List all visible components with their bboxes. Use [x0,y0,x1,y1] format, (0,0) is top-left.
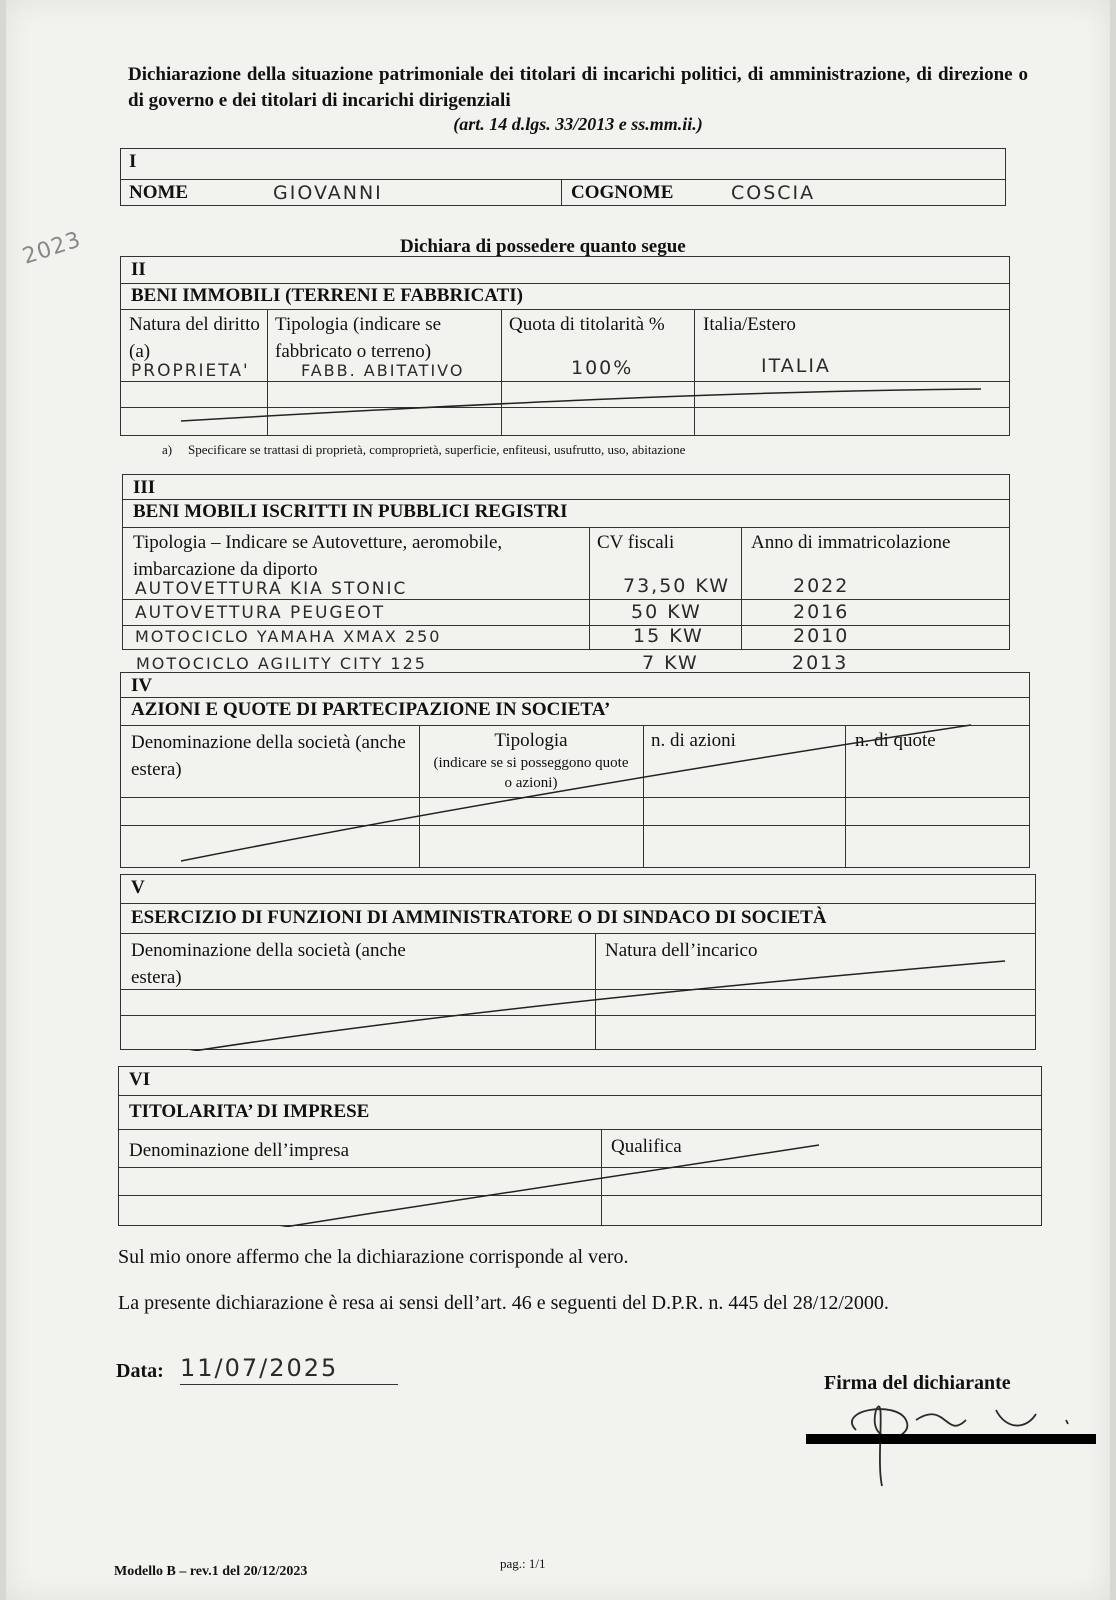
document-subtitle: (art. 14 d.lgs. 33/2013 e ss.mm.ii.) [453,114,703,134]
col-quota-header: Quota di titolarità % [509,314,665,335]
section-6-table [118,1066,1042,1226]
nome-label: NOME [129,182,189,203]
model-reference: Modello B – rev.1 del 20/12/2023 [114,1564,308,1579]
col-tipologia-title: Tipologia [494,730,568,751]
footnote-mark: a) [162,442,173,457]
nome-value: GIOVANNI [273,182,383,204]
col-impresa-header: Denominazione dell’impresa [129,1140,350,1161]
margin-note: 2023 [19,227,85,270]
signature-label: Firma del dichiarante [824,1372,1011,1394]
immobile-natura: PROPRIETA' [131,361,250,381]
mobile-row-4-cv: 7 KW [642,652,699,674]
immobile-paese: ITALIA [761,355,831,377]
mobile-row-1-anno: 2022 [793,575,850,597]
immobile-tipologia: FABB. ABITATIVO [301,361,465,380]
document-title: Dichiarazione della situazione patrimoniale dei titolari di incarichi politici, di amministrazione, di direzione o di governo e dei titolari di incarichi dirigenziali [128,64,1028,111]
page-number: pag.: 1/1 [500,1556,546,1571]
cognome-value: COSCIA [731,182,816,204]
section-6-roman: VI [129,1069,151,1090]
footnote: Specificare se trattasi di proprietà, comproprietà, superficie, enfiteusi, usufrutto, uso, abitazione [188,442,686,457]
mobile-row-1-cv: 73,50 KW [623,575,731,597]
col-azioni-header: n. di azioni [651,730,736,751]
section-2-heading: BENI IMMOBILI (TERRENI E FABBRICATI) [131,285,524,306]
section-3-roman: III [133,477,156,498]
section-2-table [120,256,1010,436]
document-page [6,0,1110,1600]
section-2-roman: II [131,259,146,280]
col-societa-v-header: Denominazione della società (anche estera) [131,940,406,988]
col-cv-header: CV fiscali [597,532,675,553]
mobile-row-2-anno: 2016 [793,601,850,623]
mobile-row-4-anno: 2013 [792,652,849,674]
legal-statement: La presente dichiarazione è resa ai sensi dell’art. 46 e seguenti del D.P.R. n. 445 del 28/12/2000. [118,1292,889,1314]
col-societa-header: Denominazione della società (anche estera) [131,732,406,780]
section-6-heading: TITOLARITA’ DI IMPRESE [129,1101,370,1122]
col-anno-header: Anno di immatricolazione [751,532,951,553]
mobile-row-2-tipo: AUTOVETTURA PEUGEOT [135,603,386,623]
col-quote-header: n. di quote [855,730,936,751]
cognome-label: COGNOME [571,182,674,203]
section-3-table [122,474,1010,650]
mobile-row-2-cv: 50 KW [631,601,702,623]
col-qualifica-header: Qualifica [611,1136,682,1157]
section-5-roman: V [131,877,145,898]
col-tipologia-note: (indicare se si posseggono quote o azioni) [433,755,629,791]
date-label: Data: [116,1360,164,1382]
col-natura-header: Natura del diritto (a) [129,314,260,362]
section-1-table [120,148,1006,206]
section-5-table [120,874,1036,1050]
mobile-row-3-cv: 15 KW [633,625,704,647]
immobile-quota: 100% [571,357,634,379]
redaction-bar [806,1434,1096,1444]
mobile-row-4-tipo: MOTOCICLO AGILITY CITY 125 [136,654,427,673]
mobile-row-3-tipo: MOTOCICLO YAMAHA XMAX 250 [135,627,442,646]
declare-heading: Dichiara di possedere quanto segue [400,236,686,257]
section-4-roman: IV [131,675,153,696]
honor-statement: Sul mio onore affermo che la dichiarazione corrisponde al vero. [118,1246,629,1268]
mobile-row-3-anno: 2010 [793,625,850,647]
section-4-table [120,672,1030,868]
col-tipologia-header: Tipologia (indicare se fabbricato o terreno) [275,314,442,362]
section-4-heading: AZIONI E QUOTE DI PARTECIPAZIONE IN SOCIETA’ [131,699,611,720]
section-3-heading: BENI MOBILI ISCRITTI IN PUBBLICI REGISTRI [133,501,568,522]
mobile-row-1-tipo: AUTOVETTURA KIA STONIC [135,579,408,599]
col-incarico-header: Natura dell’incarico [605,940,758,961]
col-tipo-header: Tipologia – Indicare se Autovetture, aeromobile, imbarcazione da diporto [133,532,503,580]
col-paese-header: Italia/Estero [703,314,796,335]
date-value: 11/07/2025 [180,1354,398,1385]
section-1-roman: I [129,151,137,172]
section-5-heading: ESERCIZIO DI FUNZIONI DI AMMINISTRATORE O DI SINDACO DI SOCIETÀ [131,907,827,928]
